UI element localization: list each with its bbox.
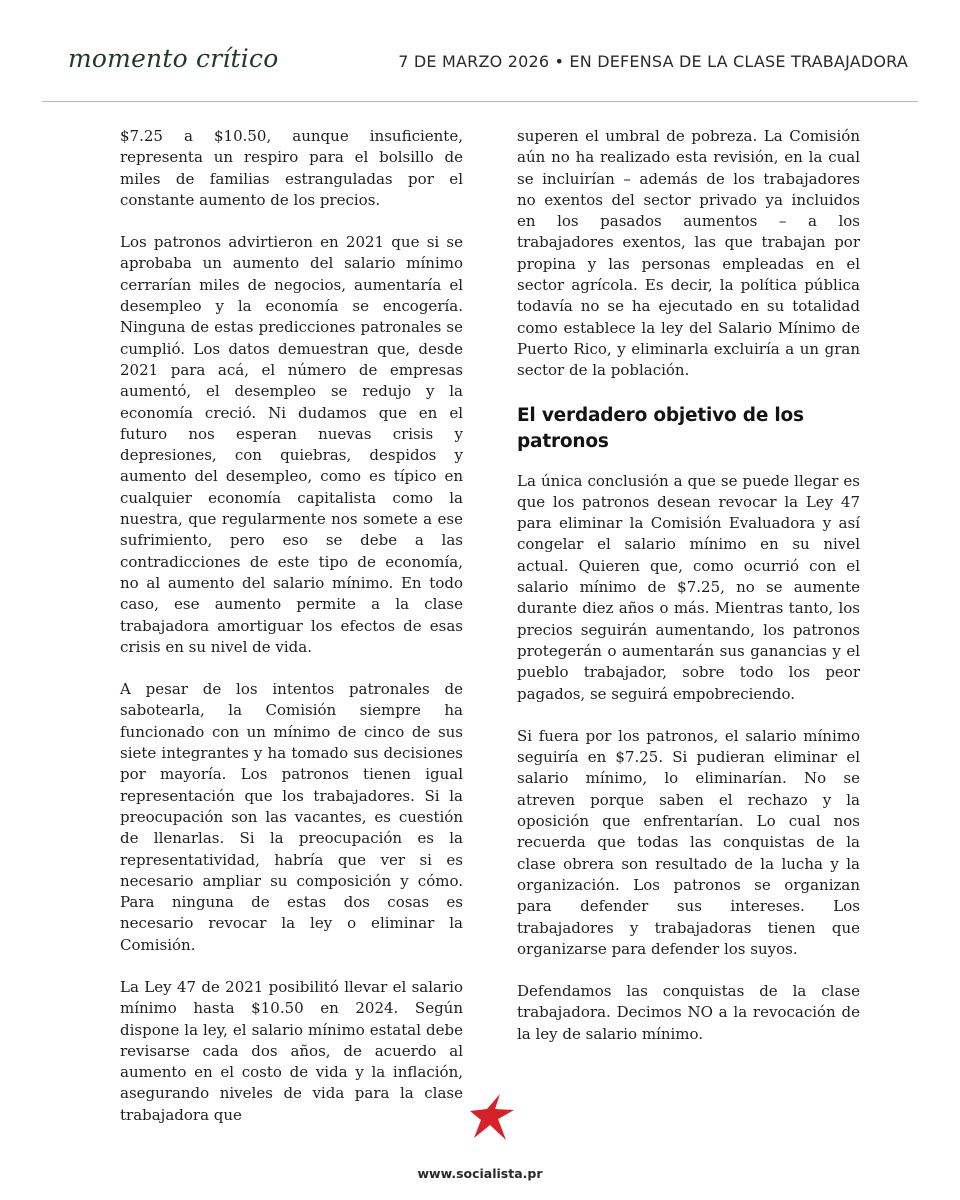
red-star-icon: [470, 1094, 514, 1140]
article-paragraph: superen el umbral de pobreza. La Comisión aún no ha realizado esta revisión, en la cual se incluirían – además de los trabajadores no exentos del sector privado ya incluidos en los pasados aumentos – a los trabajadores exentos, las que trabajan por propina y las personas empleadas en el sector agrícola. Es decir, la política pública todavía no se ha ejecutado en su totalidad como establece la ley del Salario Mínimo de Puerto Rico, y eliminarla excluiría a un gran sector de la población.: [517, 127, 860, 380]
header-divider: [42, 101, 918, 102]
dateline: 7 DE MARZO 2026 • EN DEFENSA DE LA CLASE TRABAJADORA: [398, 52, 908, 71]
article-paragraph: A pesar de los intentos patronales de sabotearla, la Comisión siempre ha funcionado con un mínimo de cinco de sus siete integrantes y ha tomado sus decisiones por mayoría. Los patronos tienen igual representación que los trabajadores. Si la preocupación son las vacantes, es cuestión de llenarlas. Si la preocupación es la representatividad, habría que ver si es necesario ampliar su composición y cómo. Para ninguna de estas dos cosas es necesario revocar la ley o eliminar la Comisión.: [120, 680, 463, 954]
article-column-left: [120, 126, 463, 1147]
masthead-logo: momento crítico: [68, 44, 279, 73]
article-paragraph: La única conclusión a que se puede llegar es que los patronos desean revocar la Ley 47 para eliminar la Comisión Evaluadora y así congelar el salario mínimo en su nivel actual. Quieren que, como ocurrió con el salario mínimo de $7.25, no se aumente durante diez años o más. Mientras tanto, los precios seguirán aumentando, los patronos protegerán o aumentarán sus ganancias y el pueblo trabajador, sobre todo los peor pagados, se seguirá empobreciendo.: [517, 471, 860, 703]
article-paragraph: La Ley 47 de 2021 posibilitó llevar el salario mínimo hasta $10.50 en 2024. Según dispone la ley, el salario mínimo estatal debe revisarse cada dos años, de acuerdo al aumento en el costo de vida y la inflación, asegurando niveles de vida para la clase trabajadora que: [120, 977, 463, 1124]
article-paragraph: $7.25 a $10.50, aunque insuficiente, representa un respiro para el bolsillo de miles de familias estranguladas por el constante aumento de los precios.: [120, 127, 463, 209]
article-paragraph: Los patronos advirtieron en 2021 que si se aprobaba un aumento del salario mínimo cerrarían miles de negocios, aumentaría el desempleo y la economía se encogería. Ninguna de estas predicciones patronales se cumplió. Los datos demuestran que, desde 2021 para acá, el número de empresas aumentó, el desempleo se redujo y la economía creció. Ni dudamos que en el futuro nos esperan nuevas crisis y depresiones, con quiebras, despidos y aumento del desempleo, como es típico en cualquier economía capitalista como la nuestra, que regularmente nos somete a ese sufrimiento, pero eso se debe a las contradicciones de este tipo de economía, no al aumento del salario mínimo. En todo caso, ese aumento permite a la clase trabajadora amortiguar los efectos de esas crisis en su nivel de vida.: [120, 233, 463, 656]
article-paragraph: Si fuera por los patronos, el salario mínimo seguiría en $7.25. Si pudieran eliminar el salario mínimo, lo eliminarían. No se atreven porque saben el rechazo y la oposición que enfrentarían. Lo cual nos recuerda que todas las conquistas de la clase obrera son resultado de la lucha y la organización. Los patronos se organizan para defender sus intereses. Los trabajadores y trabajadoras tienen que organizarse para defender los suyos.: [517, 726, 860, 958]
article-paragraph: Defendamos las conquistas de la clase trabajadora. Decimos NO a la revocación de la ley de salario mínimo.: [517, 982, 860, 1043]
website-url: www.socialista.pr: [417, 1166, 543, 1181]
article-column-right: [517, 126, 860, 1066]
red-star-shape: [470, 1094, 514, 1140]
section-heading: El verdadero objetivo de los patronos: [517, 404, 804, 452]
